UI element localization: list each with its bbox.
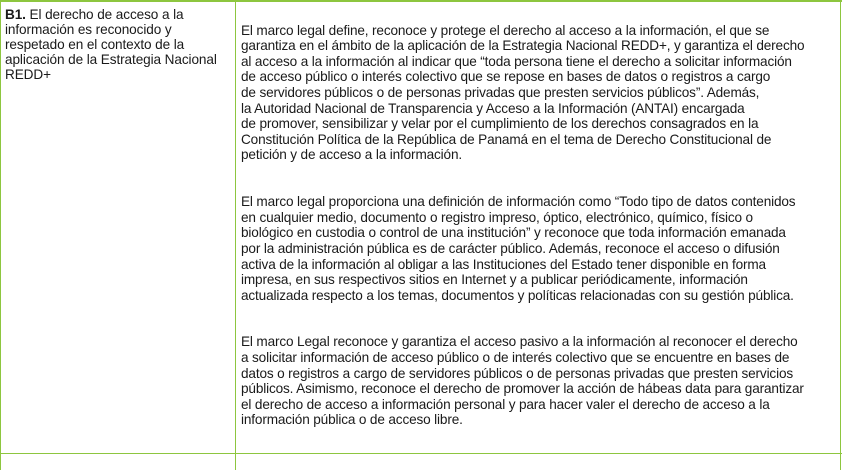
criterion-question: El derecho de acceso a la información es reconocido y respetado en el contexto de la aplicación de la Estrategia Nacional REDD+ (5, 7, 217, 82)
criterion-cell (1, 2, 236, 470)
response-paragraph-1: El marco legal define, reconoce y protege el derecho al acceso a la información, el que se garantiza en el ámbito de la aplicación de la Estrategia Nacional REDD+, y garantiza el derecho al acceso a la información al indicar que “toda persona tiene el derecho a solicitar información de acceso público o interés colectivo que se repose en bases de datos o registros a cargo de servidores públicos o de personas privadas que presten servicios públicos”. Además, la Autoridad Nacional de Transparencia y Acceso a la Información (ANTAI) encargada de promover, sensibilizar y velar por el cumplimiento de los derechos consagrados en la Constitución Política de la República de Panamá en el tema de Derecho Constitucional de petición y de acceso a la información. (241, 22, 805, 163)
row-divider (0, 453, 842, 454)
response-cell (236, 2, 841, 470)
response-paragraph-2: El marco legal proporciona una definición de información como “Todo tipo de datos contenidos en cualquier medio, documento o registro impreso, óptico, electrónico, químico, físico o biológico en custodia o control de una institución” y reconoce que toda información emanada por la administración pública es de carácter público. Además, reconoce el acceso o difusión activa de la información al obligar a las Instituciones del Estado tener disponible en forma impresa, en sus respectivos sitios en Internet y a publicar periódicamente, información actualizada respecto a los temas, documentos y políticas relacionadas con su gestión pública. (241, 194, 796, 303)
response-paragraph-3: El marco Legal reconoce y garantiza el acceso pasivo a la información al reconocer el derecho a solicitar información de acceso público o de interés colectivo que se encuentre en bases de datos o registros a cargo de servidores públicos o de personas privadas que presten servicios públicos. Asimismo, reconoce el derecho de promover la acción de hábeas data para garantizar el derecho de acceso a información personal y para hacer valer el derecho de acceso a la información pública o de acceso libre. (241, 334, 804, 428)
criterion-code: B1. (5, 7, 30, 22)
